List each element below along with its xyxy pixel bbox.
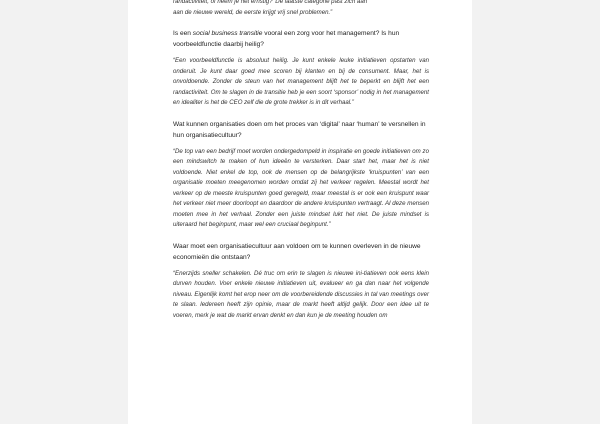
question-1 (173, 28, 429, 50)
intro-line-1: randactiviteit, of neem je het ernstig?’ De laatste categorie past zich aan (173, 0, 368, 5)
answer-3: “Enerzijds sneller schakelen. Dé truc om erin te slagen is nieuwe ini-tiatieven ook eens klein durven houden. Voer enkele nieuwe initiatieven uit, evalueer en ga dan naar het volgende niveau. Eigenlijk komt het erop neer om de voorbereidende discussies in tal van meetings over te slaan. Iedereen heeft zijn opinie, maar de markt heeft altijd gelijk. Door een idee uit te voeren, merk je wat de markt ervan denkt en dan kun je de meeting houden om (173, 269, 429, 319)
article-body (173, 0, 429, 321)
intro-line-2: aan de nieuwe wereld, de eerste krijgt vrij snel problemen.” (173, 8, 333, 16)
question-2: Wat kunnen organisaties doen om het proces van ‘digital’ naar ‘human’ te versnellen in hun organisatiecultuur? (173, 120, 426, 139)
answer-2: “De top van een bedrijf moet worden ondergedompeld in inspiratie en goede initiatieven om zo een mindswitch te maken of hun ideeën te versterken. Daar start het, maar het is niet voldoende. Niet enkel de top, ook de mensen op de belangrijkste ‘kruispunten’ van een organisatie moeten meegenomen worden omdat zij het verkeer regelen. Meestal wordt het verkeer op de meeste kruispunten goed geregeld, maar meestal is er ook een kruispunt waar het verkeer niet meer doorloopt en daardoor de andere kruispunten vertraagt. Al deze mensen moeten mee in het verhaal. Zonder een juiste mindset lukt het niet. De juiste mindset is uiteraard het beginpunt, maar wel een cruciaal beginpunt.” (173, 147, 429, 228)
answer-1: “Een voorbeeldfunctie is absoluut heilig. Je kunt enkele leuke initiatieven opstarten van onderuit. Je kunt daar goed mee scoren bij klanten en bij de consument. Maar, het is onvoldoende. Zonder de steun van het management blijft het te beperkt en blijft het een randactiviteit. Om te slagen in de transitie heb je een soort ‘sponsor’ nodig in het management en idealiter is het de CEO zelf die de grote trekker is in dit verhaal.” (173, 57, 429, 106)
intro-answer-continued (173, 0, 429, 18)
question-1-before: Is een (173, 30, 193, 37)
question-1-emphasis: social business transitie (192, 30, 263, 37)
question-1-after: vooral een zorg voor het management? Is hun voorbeeldfunctie daarbij heilig? (173, 30, 400, 48)
question-3: Waar moet een organisatiecultuur aan voldoen om te kunnen overleven in de nieuwe economieën die ontstaan? (173, 242, 421, 261)
document-page (128, 0, 472, 424)
